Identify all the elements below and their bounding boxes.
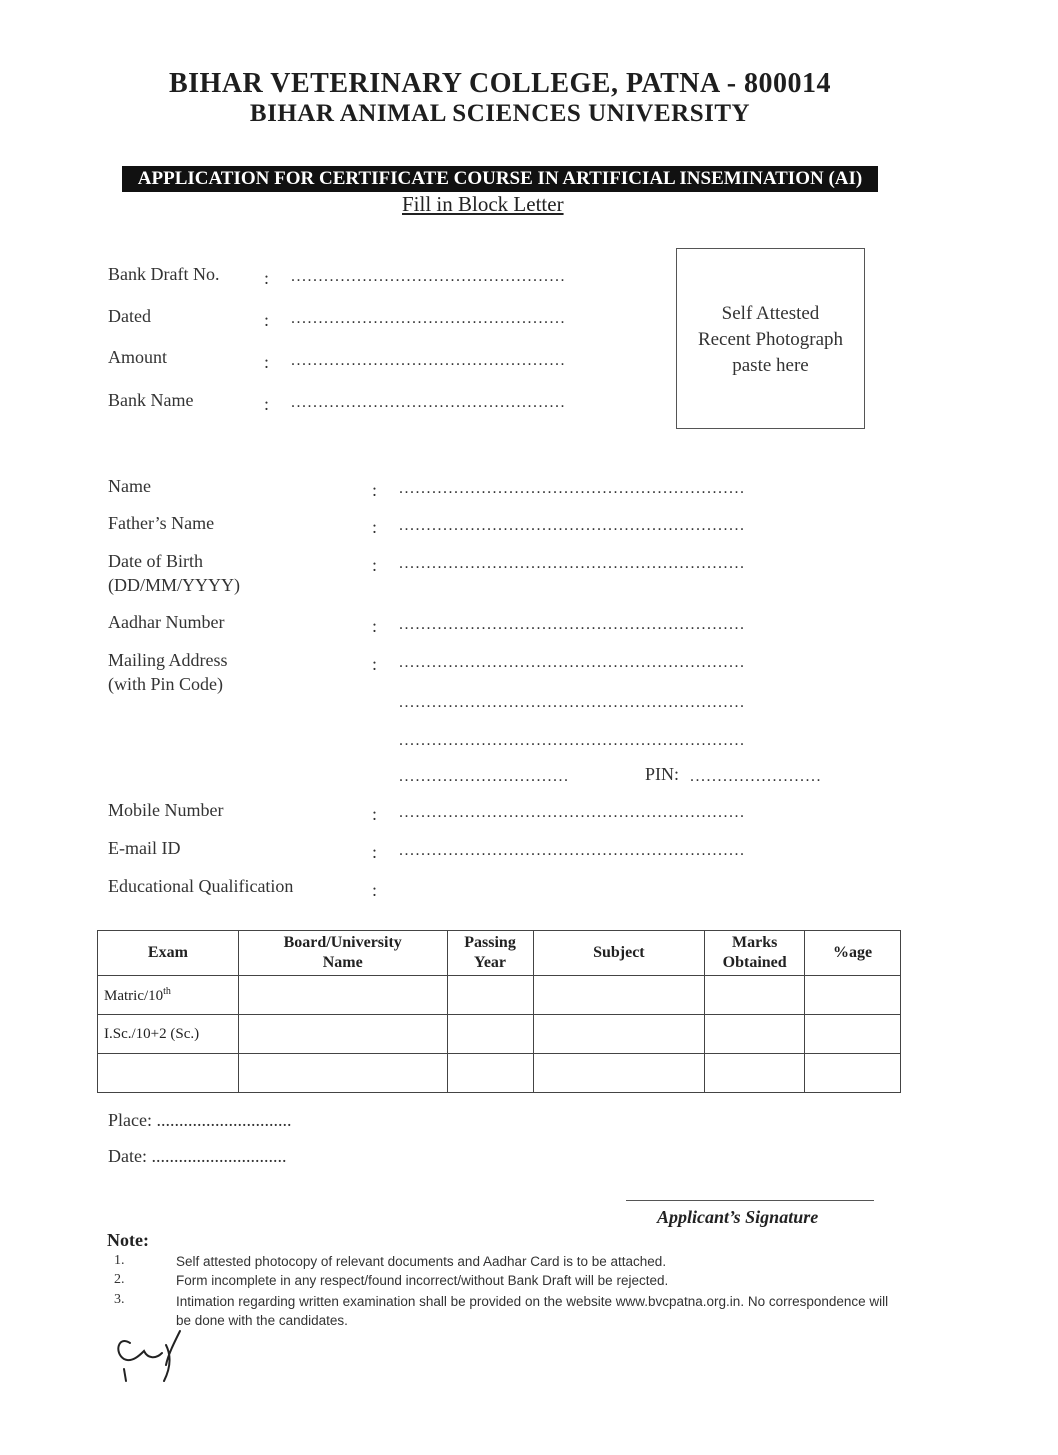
amount-label: Amount — [108, 347, 168, 367]
note-item: Form incomplete in any respect/found incorrect/without Bank Draft will be rejected. — [176, 1273, 669, 1288]
header-percentage: %age — [805, 931, 901, 976]
colon: : — [372, 804, 378, 824]
place-field[interactable]: Place: .............................. — [108, 1110, 292, 1130]
table-cell[interactable] — [447, 976, 533, 1015]
colon: : — [372, 616, 378, 636]
signature-line — [626, 1200, 874, 1201]
bank-draft-field[interactable]: .................................................. — [291, 268, 566, 285]
note-title: Note: — [107, 1230, 149, 1250]
pin-field[interactable]: ........................ — [690, 768, 822, 785]
colon: : — [264, 352, 270, 372]
mobile-label: Mobile Number — [108, 800, 224, 820]
address-label-line2: (with Pin Code) — [108, 674, 223, 694]
table-cell[interactable] — [805, 1015, 901, 1054]
photo-line-2: Recent Photograph — [697, 329, 844, 350]
pin-label: PIN: — [645, 764, 680, 784]
table-cell[interactable] — [533, 1015, 705, 1054]
header-subject: Subject — [533, 931, 705, 976]
mobile-field[interactable]: ............................................................... — [399, 804, 746, 821]
college-heading: BIHAR VETERINARY COLLEGE, PATNA - 800014 — [168, 68, 832, 99]
name-field[interactable]: ............................................................... — [399, 480, 746, 497]
header-exam: Exam — [98, 931, 239, 976]
table-cell[interactable] — [238, 1015, 447, 1054]
table-row — [98, 976, 901, 1015]
bank-name-field[interactable]: .................................................. — [291, 394, 566, 411]
fill-instruction: Fill in Block Letter — [402, 192, 564, 216]
dob-field[interactable]: ............................................................... — [399, 555, 746, 572]
name-label: Name — [108, 476, 151, 496]
note-number: 2. — [114, 1272, 125, 1287]
colon: : — [264, 394, 270, 414]
qualification-label: Educational Qualification — [108, 876, 294, 896]
header-board: Board/University Name — [238, 931, 447, 976]
address-label-line1: Mailing Address — [108, 650, 228, 670]
table-cell[interactable] — [238, 976, 447, 1015]
table-header-row — [98, 931, 901, 976]
row-label-matric: Matric/10th — [98, 976, 239, 1015]
table-row — [98, 1015, 901, 1054]
address-field-line3[interactable]: ............................................................... — [399, 732, 746, 749]
aadhar-label: Aadhar Number — [108, 612, 225, 632]
note-item: Self attested photocopy of relevant documents and Aadhar Card is to be attached. — [176, 1254, 667, 1269]
colon: : — [264, 268, 270, 288]
amount-field[interactable]: .................................................. — [291, 352, 566, 369]
header-marks: Marks Obtained — [705, 931, 805, 976]
form-title-banner: APPLICATION FOR CERTIFICATE COURSE IN ARTIFICIAL INSEMINATION (AI) — [122, 166, 878, 192]
address-field-line1[interactable]: ............................................................... — [399, 654, 746, 671]
email-field[interactable]: ............................................................... — [399, 842, 746, 859]
signature-label: Applicant’s Signature — [657, 1207, 819, 1227]
colon: : — [372, 842, 378, 862]
table-cell[interactable] — [805, 976, 901, 1015]
bank-name-label: Bank Name — [108, 390, 194, 410]
address-field-line4[interactable]: ............................... — [399, 768, 570, 785]
dob-label-line2: (DD/MM/YYYY) — [108, 575, 240, 595]
email-label: E-mail ID — [108, 838, 181, 858]
handwritten-initials — [110, 1325, 200, 1385]
table-row — [98, 1054, 901, 1093]
bank-draft-label: Bank Draft No. — [108, 264, 220, 284]
table-cell[interactable] — [705, 1015, 805, 1054]
colon: : — [372, 654, 378, 674]
dob-label-line1: Date of Birth — [108, 551, 203, 571]
education-table — [97, 930, 901, 1093]
row-label-isc: I.Sc./10+2 (Sc.) — [98, 1015, 239, 1054]
note-number: 1. — [114, 1253, 125, 1268]
table-cell[interactable] — [705, 1054, 805, 1093]
university-heading: BIHAR ANIMAL SCIENCES UNIVERSITY — [249, 100, 751, 127]
table-cell[interactable] — [533, 976, 705, 1015]
address-field-line2[interactable]: ............................................................... — [399, 694, 746, 711]
photo-placeholder — [676, 248, 865, 429]
table-cell[interactable] — [805, 1054, 901, 1093]
colon: : — [372, 517, 378, 537]
table-cell[interactable] — [447, 1015, 533, 1054]
table-cell[interactable] — [238, 1054, 447, 1093]
aadhar-field[interactable]: ............................................................... — [399, 616, 746, 633]
colon: : — [372, 880, 378, 900]
colon: : — [372, 480, 378, 500]
father-name-label: Father’s Name — [108, 513, 215, 533]
photo-line-1: Self Attested — [721, 303, 820, 324]
note-item: Intimation regarding written examination shall be provided on the website www.bvcpatna.org.in. No correspondence will be done with the candidates. — [176, 1294, 889, 1328]
photo-line-3: paste here — [732, 355, 809, 376]
colon: : — [264, 310, 270, 330]
date-field[interactable]: Date: .............................. — [108, 1146, 287, 1166]
table-cell[interactable] — [705, 976, 805, 1015]
colon: : — [372, 555, 378, 575]
header-passing-year: Passing Year — [447, 931, 533, 976]
dated-field[interactable]: .................................................. — [291, 310, 566, 327]
dated-label: Dated — [108, 306, 151, 326]
note-number: 3. — [114, 1292, 125, 1307]
table-cell[interactable] — [447, 1054, 533, 1093]
table-cell[interactable] — [98, 1054, 239, 1093]
table-cell[interactable] — [533, 1054, 705, 1093]
father-name-field[interactable]: ............................................................... — [399, 517, 746, 534]
